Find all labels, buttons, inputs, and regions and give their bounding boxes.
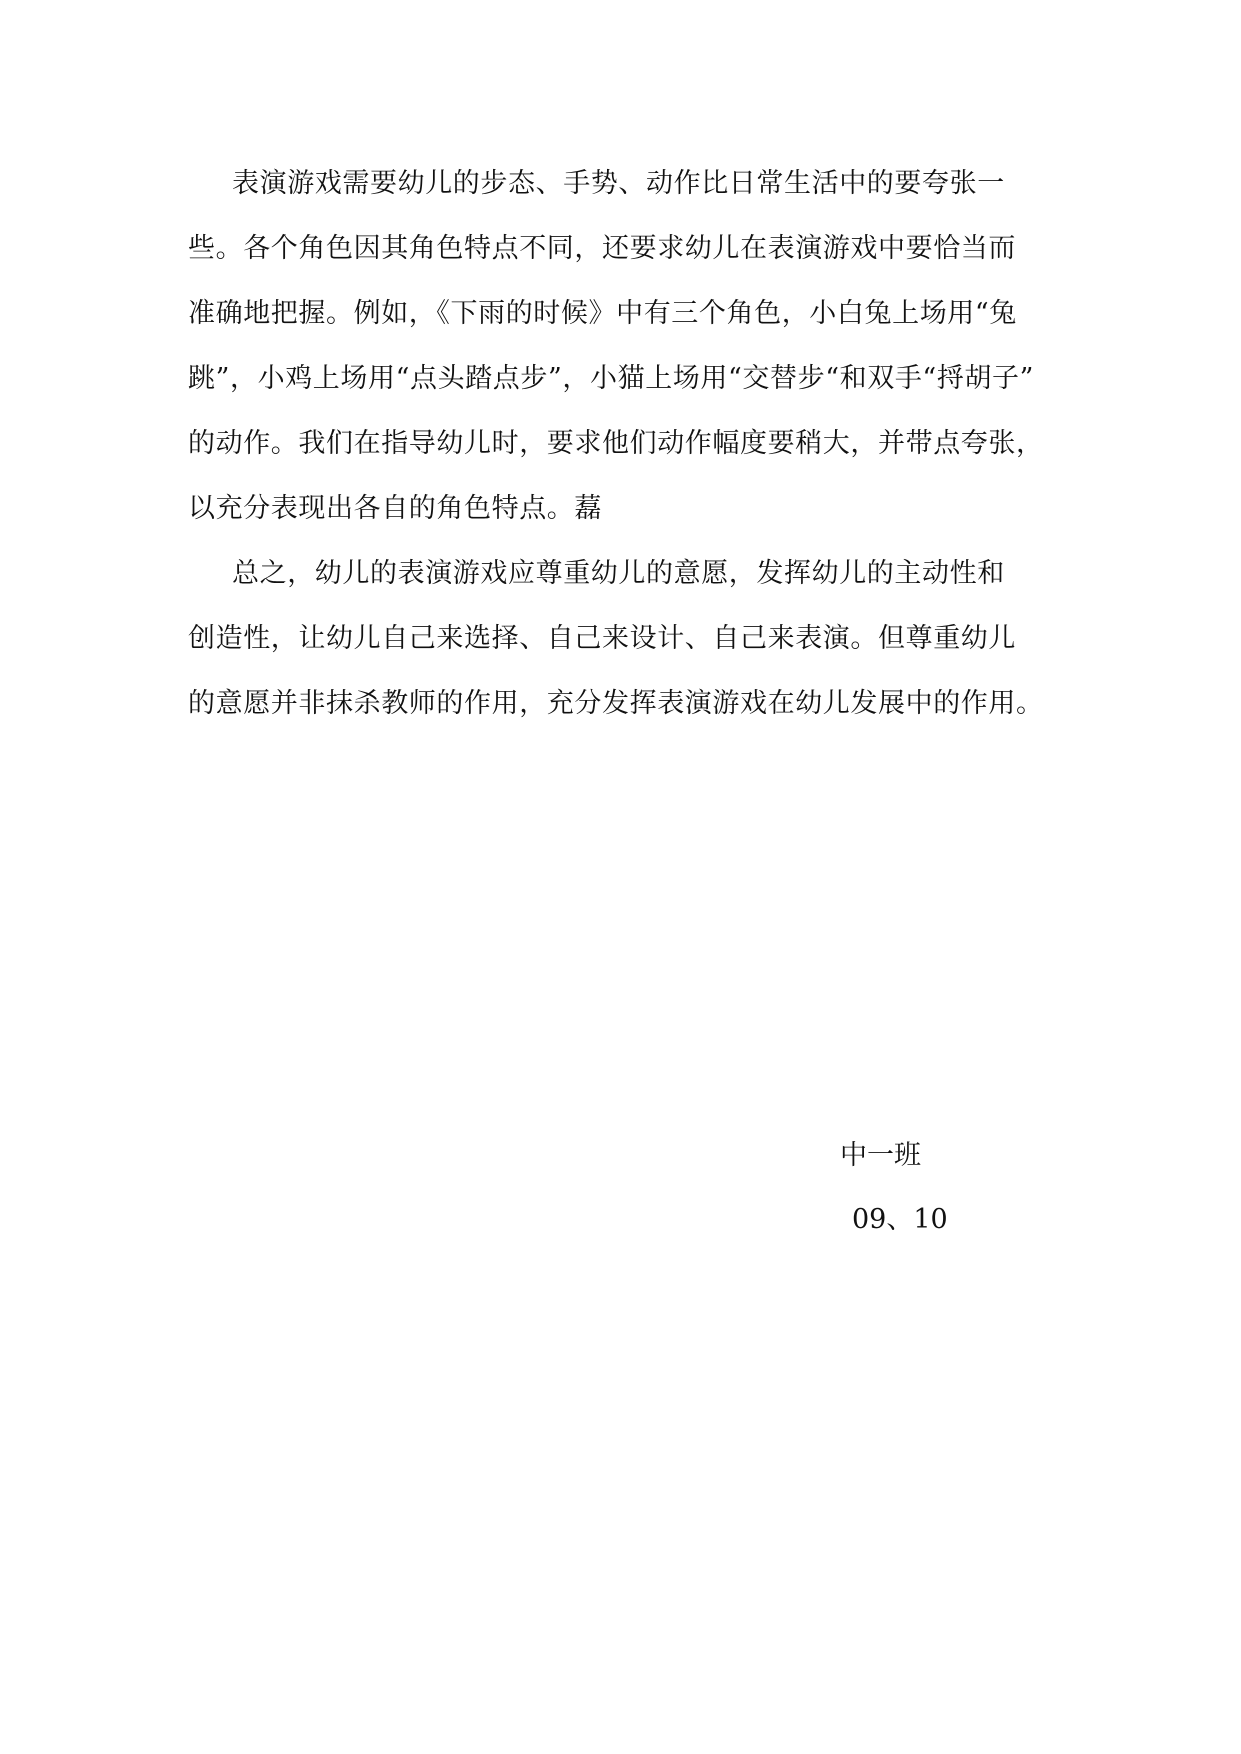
paragraph-1-line-3: 准确地把握。例如，《下雨的时候》中有三个角色，小白兔上场用“兔 [188, 298, 1017, 329]
signature-date: 09、10 [852, 1204, 948, 1235]
paragraph-2-line-3: 的意愿并非抹杀教师的作用，充分发挥表演游戏在幼儿发展中的作用。 [188, 688, 1044, 719]
paragraph-2-line-2: 创造性，让幼儿自己来选择、自己来设计、自己来表演。但尊重幼儿 [188, 623, 1016, 654]
paragraph-2-line-1: 总之，幼儿的表演游戏应尊重幼儿的意愿，发挥幼儿的主动性和 [232, 558, 1005, 589]
paragraph-1-line-2: 些。各个角色因其角色特点不同，还要求幼儿在表演游戏中要恰当而 [188, 233, 1016, 264]
paragraph-1-line-4: 跳”，小鸡上场用“点头踏点步”，小猫上场用“交替步“和双手“捋胡子” [188, 363, 1035, 394]
paragraph-1-line-6: 以充分表现出各自的角色特点。藞 [188, 493, 602, 524]
paragraph-1-line-5: 的动作。我们在指导幼儿时，要求他们动作幅度要稍大，并带点夸张， [188, 428, 1044, 459]
paragraph-1-line-1: 表演游戏需要幼儿的步态、手势、动作比日常生活中的要夸张一 [232, 168, 1005, 199]
signature-class-name: 中一班 [840, 1140, 921, 1171]
